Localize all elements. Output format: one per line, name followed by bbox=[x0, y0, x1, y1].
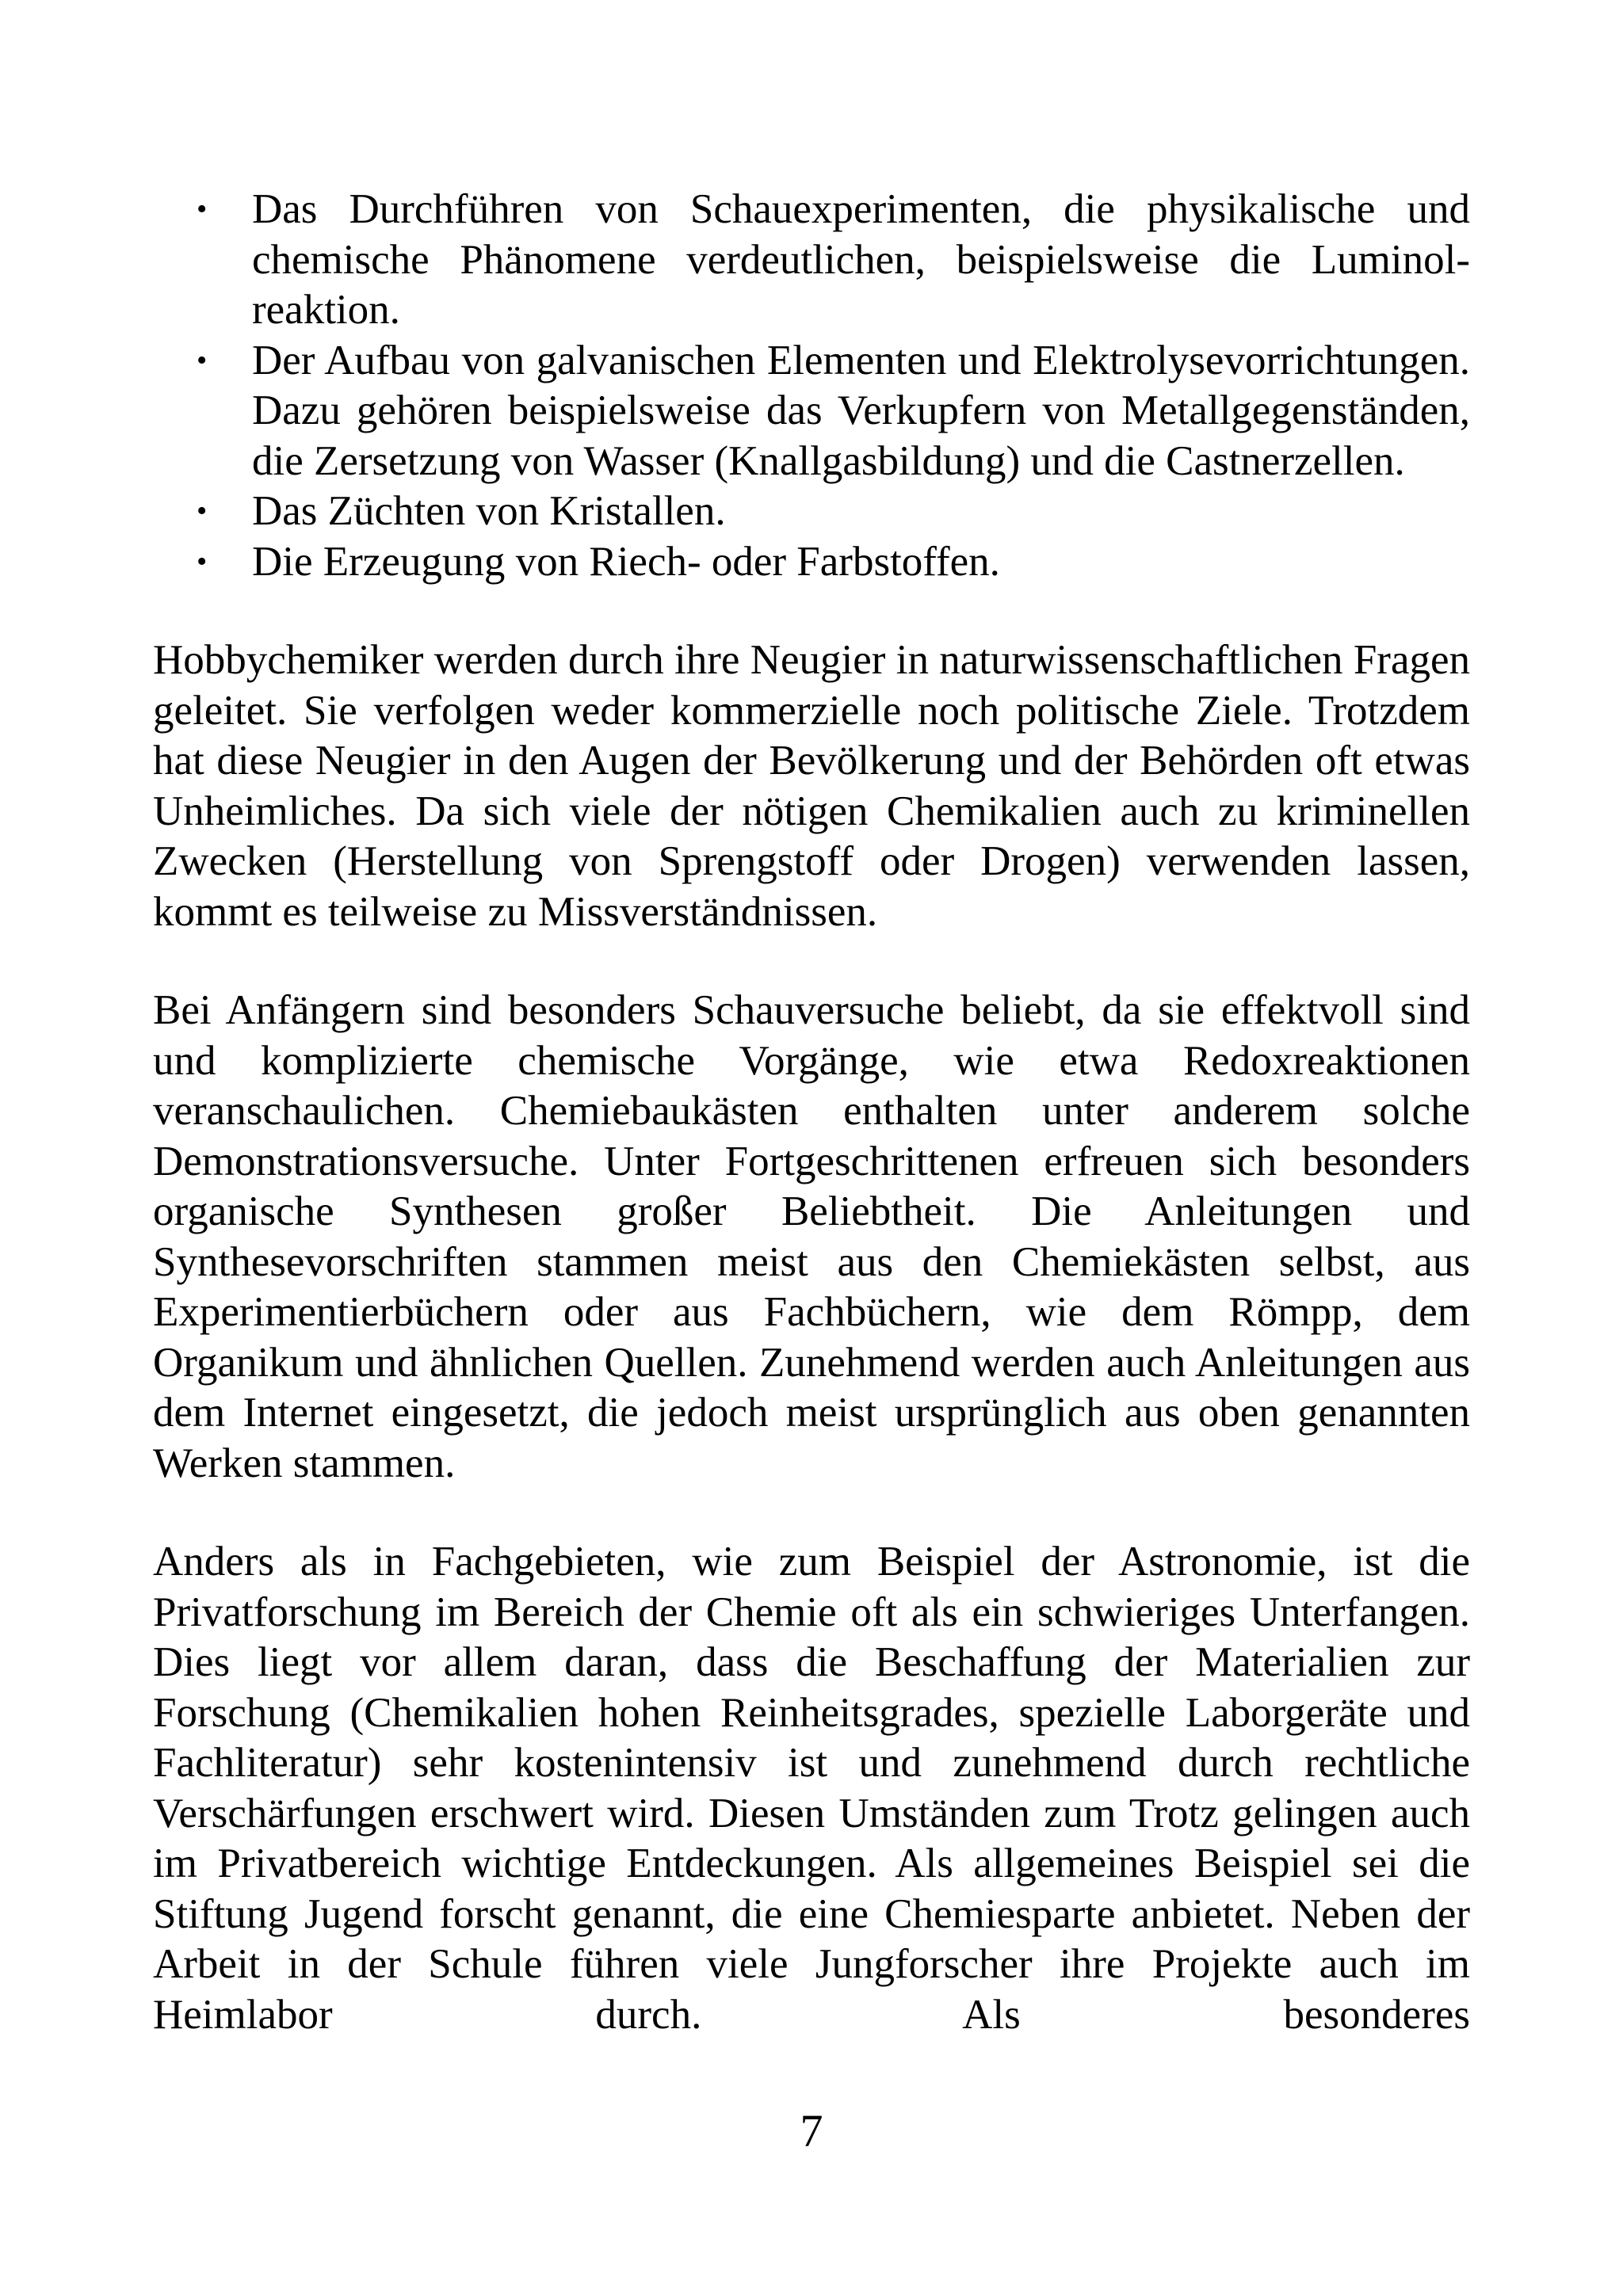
paragraph: Anders als in Fachgebieten, wie zum Beispiel der Astronomie, ist die Privatforschung im Bereich der Chemie oft als ein schwieriges Unterfangen. Dies liegt vor allem daran, dass die Beschaffung der Materialien zur Forschung (Chemikalien hohen Reinheitsgrades, spezielle Laborgeräte und Fachliteratur) sehr kostenintensiv ist und zunehmend durch rechtliche Verschärfungen erschwert wird. Diesen Umständen zum Trotz gelingen auch im Privatbereich wichtige Entdeckungen. Als allgemeines Beispiel sei die Stiftung Jugend forscht genannt, die eine Chemiesparte anbietet. Neben der Arbeit in der Schule führen viele Jungforscher ihre Projekte auch im Heimlabor durch. Als besonderes bbox=[153, 1539, 1470, 2038]
paragraph: Hobbychemiker werden durch ihre Neugier in naturwissenschaftlichen Fragen geleitet. Sie verfolgen weder kommerzielle noch politische Ziele. Trotzdem hat diese Neugier in den Augen der Bevölkerung und der Behörden oft etwas Unheimliches. Da sich viele der nötigen Chemikalien auch zu kriminellen Zwecken (Herstellung von Sprengstoff oder Drogen) verwenden lassen, kommt es teilweise zu Missverständnissen. bbox=[153, 637, 1470, 935]
bullet-item: • Der Aufbau von galvanischen Elementen und Elektrolysevorrichtungen. Dazu gehören beispielsweise das Verkupfern von Metallgegenständen, die Zersetzung von Wasser (Knallgasbildung) und die Castnerzellen. bbox=[153, 336, 1470, 487]
bullet-item: • Das Durchführen von Schauexperimenten, die physikalische und chemische Phänomene verdeutlichen, beispielsweise die Luminolreaktion. bbox=[153, 185, 1470, 336]
page-body bbox=[153, 185, 1470, 2040]
bullet-item: • Die Erzeugung von Riech- oder Farbstoffen. bbox=[153, 537, 1470, 588]
paragraph: Bei Anfängern sind besonders Schauversuche beliebt, da sie effektvoll sind und komplizierte chemische Vorgänge, wie etwa Redoxreaktionen veranschaulichen. Chemiebaukästen enthalten unter anderem solche Demonstrationsversuche. Unter Fortgeschrittenen erfreuen sich besonders organische Synthesen großer Beliebtheit. Die Anleitungen und Synthesevorschriften stammen meist aus den Chemiekästen selbst, aus Experimentierbüchern oder aus Fachbüchern, wie dem Römpp, dem Organikum und ähnlichen Quellen. Zunehmend werden auch Anleitungen aus dem Internet eingesetzt, die jedoch meist ursprünglich aus oben genannten Werken stammen. bbox=[153, 987, 1470, 1486]
bullet-list bbox=[153, 185, 1470, 587]
page-number: 7 bbox=[800, 2105, 823, 2157]
bullet-item: • Das Züchten von Kristallen. bbox=[153, 486, 1470, 537]
